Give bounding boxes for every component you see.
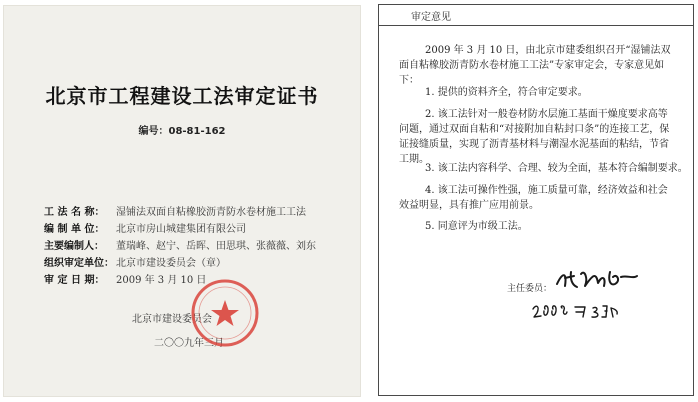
certificate-number: 编号：08-81-162 xyxy=(138,126,226,137)
review-item-1: 1. 提供的资料齐全，符合审定要求。 xyxy=(425,87,588,98)
info-label: 审 定 日 期： xyxy=(44,275,105,286)
official-seal-icon xyxy=(190,278,260,348)
review-item-5: 5. 同意评为市级工法。 xyxy=(425,221,528,232)
certificate-info xyxy=(44,204,356,289)
review-item-3: 3. 该工法内容科学、合理、较为全面，基本符合编制要求。 xyxy=(425,163,688,174)
info-label: 编 制 单 位： xyxy=(44,224,105,235)
review-page xyxy=(378,4,694,396)
info-label: 主要编制人： xyxy=(44,241,104,252)
info-label: 工 法 名 称： xyxy=(44,207,105,218)
review-header-title: 审定意见 xyxy=(411,12,451,23)
handwritten-signature xyxy=(555,267,639,293)
info-value: 董瑞峰、赵宁、岳晖、田思琪、张薇薇、刘东 xyxy=(116,241,316,252)
handwritten-date xyxy=(531,301,621,321)
review-intro: 2009 年 3 月 10 日，由北京市建委组织召开“湿铺法双面自粘橡胶沥青防水卷材施工工法”专家审定会，专家意见如下： xyxy=(399,45,671,86)
certificate-page xyxy=(4,6,360,396)
issuer-name: 北京市建设委员会 xyxy=(132,314,212,325)
review-box xyxy=(378,4,694,396)
info-label: 组织审定单位： xyxy=(44,258,114,269)
review-item-2: 2. 该工法针对一般卷材防水层施工基面干燥度要求高等问题，通过双面自粘和“对接附加自粘封口条”的连接工艺，保证接缝质量，实现了沥青基材料与潮湿水泥基面的粘结，节省工期。 xyxy=(399,109,670,165)
issue-date: 二〇〇九年三月 xyxy=(154,338,224,349)
review-item-4: 4. 该工法可操作性强，施工质量可靠，经济效益和社会效益明显，具有推广应用前景。 xyxy=(399,185,668,211)
info-row-method-name xyxy=(44,204,356,221)
info-row-review-org xyxy=(44,255,356,272)
info-row-main-compilers xyxy=(44,238,356,255)
info-value: 北京市房山城建集团有限公司 xyxy=(116,224,246,235)
certificate-title: 北京市工程建设工法审定证书 xyxy=(45,84,319,108)
director-label: 主任委员： xyxy=(507,284,553,294)
info-row-compiler-unit xyxy=(44,221,356,238)
info-value: 湿铺法双面自粘橡胶沥青防水卷材施工工法 xyxy=(116,207,306,218)
info-value: 北京市建设委员会（章） xyxy=(116,258,226,269)
info-value: 2009 年 3 月 10 日 xyxy=(116,275,207,286)
review-header xyxy=(379,5,693,26)
